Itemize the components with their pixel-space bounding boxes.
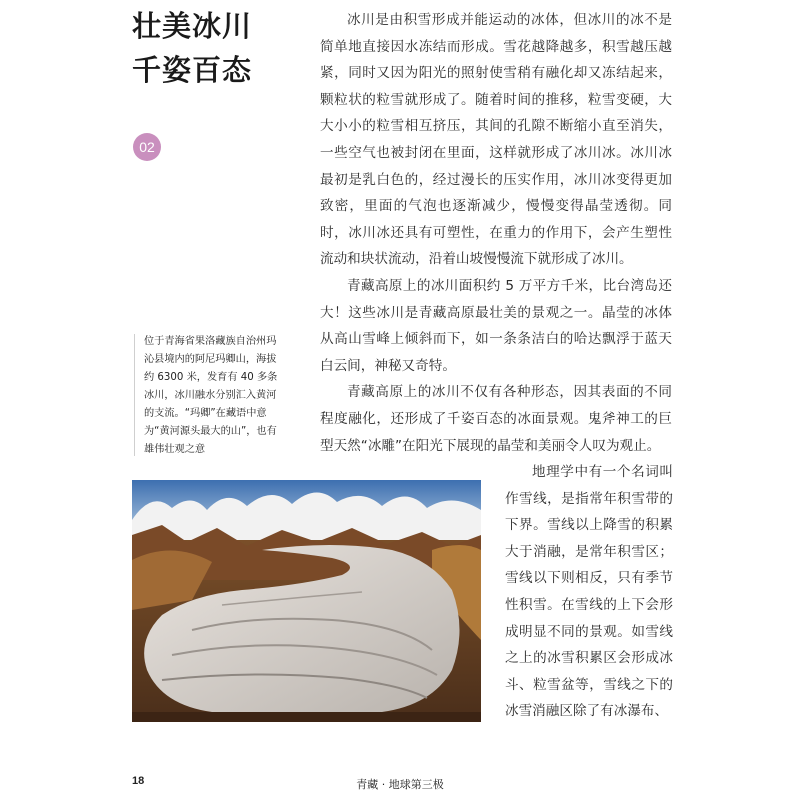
paragraph-3: 青藏高原上的冰川不仅有各种形态，因其表面的不同程度融化，还形成了千姿百态的冰面景观。鬼斧神工的巨型天然“冰雕”在阳光下展现的晶莹和美丽令人叹为观止。	[320, 384, 672, 454]
page-title	[132, 4, 292, 92]
title-line-2: 千姿百态	[132, 53, 253, 87]
glacier-illustration	[132, 480, 481, 722]
paragraph-1: 冰川是由积雪形成并能运动的冰体，但冰川的冰不是简单地直接因水冻结而形成。雪花越降越多，积雪越压越紧，同时又因为阳光的照射使雪稍有融化却又冻结起来，颗粒状的粒雪就形成了。随着时间的推移，粒雪变硬，大大小小的粒雪相互挤压，其间的孔隙不断缩小直至消失，一些空气也被封闭在里面，这样就形成了冰川冰。冰川冰最初是乳白色的，经过漫长的压实作用，冰川冰变得更加致密，里面的气泡也逐渐减少，慢慢变得晶莹透彻。同时，冰川冰还具有可塑性，在重力的作用下，会产生塑性流动和块状流动，沿着山坡慢慢流下就形成了冰川。	[320, 12, 672, 268]
side-text	[505, 459, 673, 725]
title-line-1: 壮美冰川	[132, 9, 253, 43]
photo-caption: 位于青海省果洛藏族自治州玛沁县境内的阿尼玛卿山，海拔约 6300 米，发育有 40 多条冰川，冰川融水分别汇入黄河的支流。“玛卿”在藏语中意为“黄河源头最大的山”，也有雄伟壮观之意	[144, 333, 282, 459]
main-text	[320, 7, 672, 459]
section-number-badge: 02	[133, 133, 161, 161]
glacier-photo	[132, 480, 481, 722]
running-footer-title: 青藏 · 地球第三极	[356, 778, 444, 791]
paragraph-4: 地理学中有一个名词叫作雪线，是指常年积雪带的下界。雪线以上降雪的积累大于消融，是常年积雪区；雪线以下则相反，只有季节性积雪。在雪线的上下会形成明显不同的景观。如雪线之上的冰雪积累区会形成冰斗、粒雪盆等，雪线之下的冰雪消融区除了有冰瀑布、	[505, 464, 673, 720]
page-number: 18	[132, 775, 145, 787]
paragraph-2: 青藏高原上的冰川面积约 5 万平方千米，比台湾岛还大！这些冰川是青藏高原最壮美的景观之一。晶莹的冰体从高山雪峰上倾斜而下，如一条条洁白的哈达飘浮于蓝天白云间，神秘又奇特。	[320, 277, 672, 374]
